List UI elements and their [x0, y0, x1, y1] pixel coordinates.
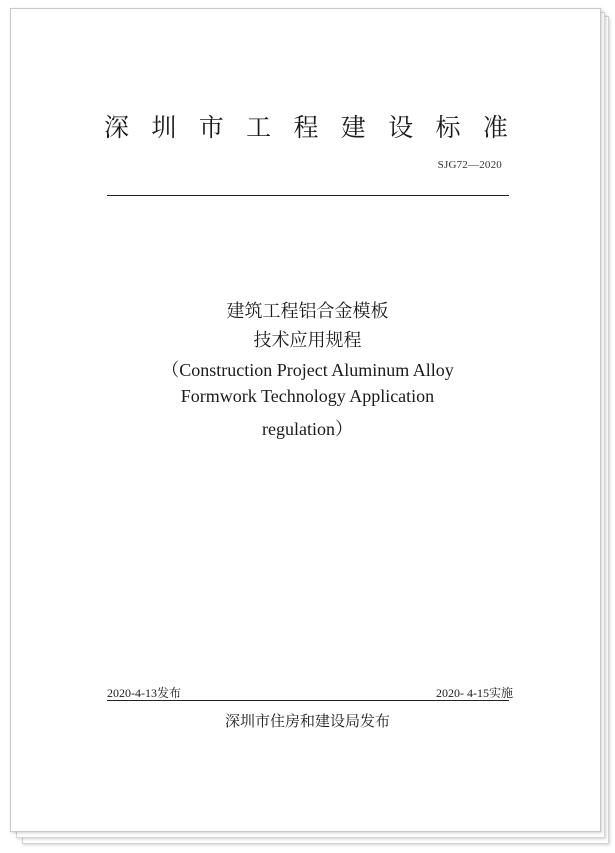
header-divider: [107, 195, 509, 196]
footer-divider: [107, 700, 509, 701]
org-title-char: 准: [482, 113, 508, 142]
org-title-char: 建: [340, 113, 366, 142]
title-english-line-1: （Construction Project Aluminum Alloy: [161, 360, 454, 380]
org-title-char: 市: [198, 113, 224, 142]
title-english-line-2: Formwork Technology Application: [180, 386, 435, 406]
org-title-char: 圳: [151, 113, 177, 142]
publisher: 深圳市住房和建设局发布: [224, 712, 390, 730]
standard-code: SJG72—2020: [437, 159, 502, 171]
title-english-line-3: regulation）: [262, 419, 353, 439]
title-chinese-line-2: 技术应用规程: [253, 330, 362, 351]
org-title-char: 标: [435, 113, 461, 142]
issue-date: 2020-4-13发布: [107, 686, 181, 700]
organization-title: [104, 108, 508, 144]
org-title-char: 深: [104, 113, 130, 142]
title-chinese-line-1: 建筑工程铝合金模板: [226, 301, 389, 322]
org-title-char: 程: [293, 113, 319, 142]
org-title-char: 设: [388, 113, 414, 142]
effective-date: 2020- 4-15实施: [436, 686, 513, 700]
org-title-char: 工: [246, 113, 272, 142]
